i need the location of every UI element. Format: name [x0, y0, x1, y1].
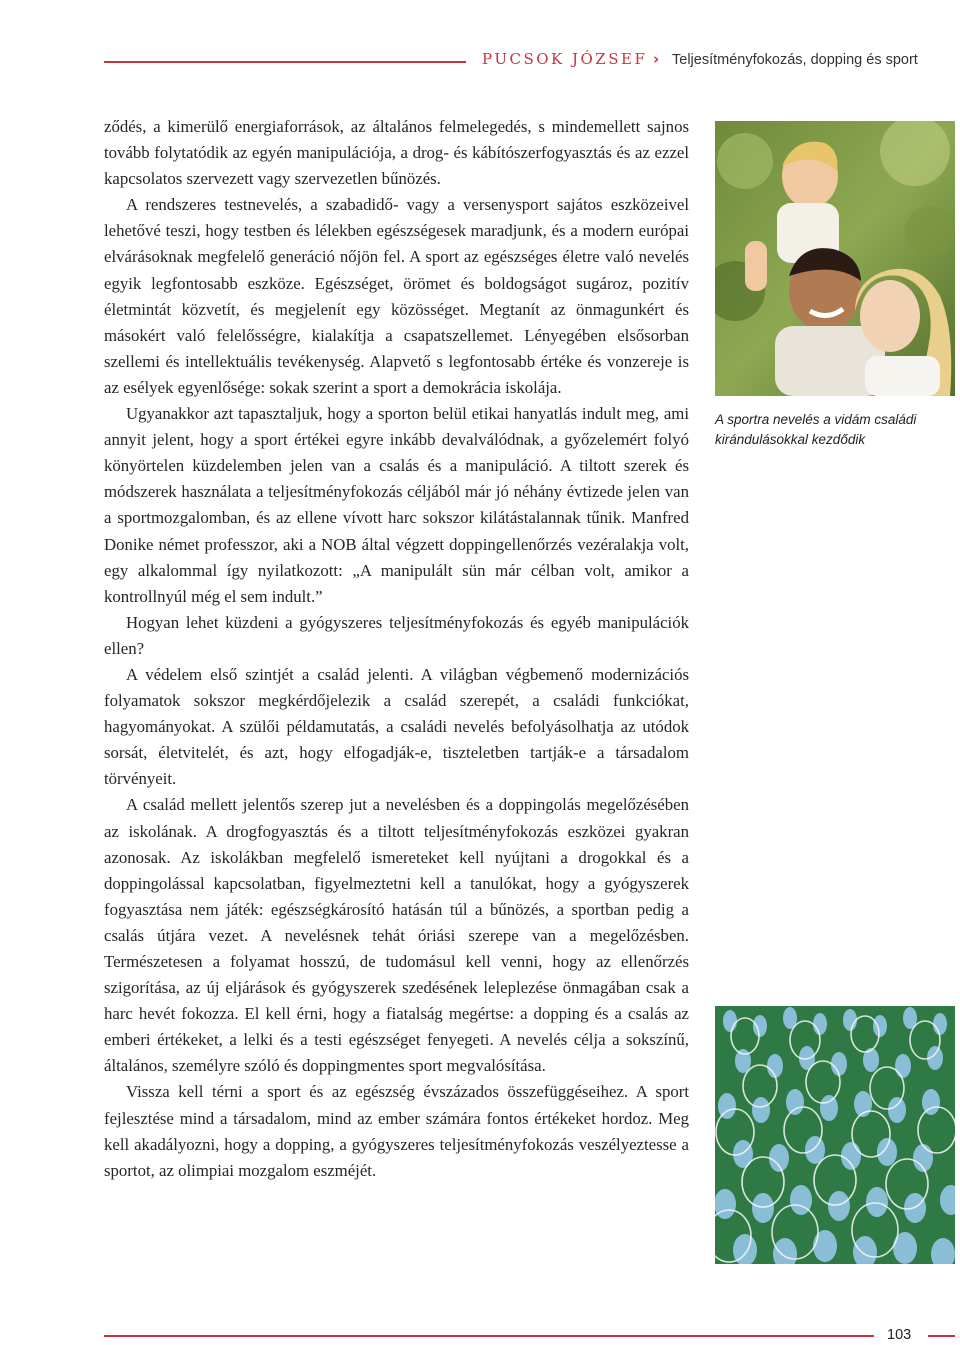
paragraph-3: Ugyanakkor azt tapasztaljuk, hogy a sporton belül etikai hanyatlás indult meg, ami annyit jelent, hogy a sport értékei egyre inkább devalválódnak, a győzelemért folyó könyörtelen küzdelemben jelen van a csalás és a manipuláció. A tiltott szerek és módszerek használata a teljesítményfokozás céljából már jó néhány évtizede jelen van a sportmozgalomban, és az ellene vívott harc sokszor kilátástalannak tűnik. Manfred Donike német professzor, aki a NOB által végzett doppingellenőrzés vezéralakja volt, egy alkalommal így nyilatkozott: „A manipulált sün már célban volt, amikor a kontrollnyúl még el sem indult.” [104, 404, 689, 606]
photo-caption: A sportra nevelés a vidám családi kirándulásokkal kezdődik [715, 412, 917, 447]
paragraph-6: A család mellett jelentős szerep jut a nevelésben és a doppingolás megelőzésében az iskolának. A drogfogyasztás és a tiltott teljesítményfokozás eszközei gyakran azonosak. Az iskolákban megfelelő ismereteket kell nyújtani a drogokkal és a doppingolással kapcsolatban, figyelmeztetni kell a tanulókat, hogy a gyógyszerek fogyasztása nem játék: egészségkárosító hatásán túl a bűnözés, a sportban pedig a csalás útjára vezet. A nevelésnek tehát óriási szerepe van a megelőzésben. Természetesen a folyamat hosszú, de tudomásul kell venni, hogy az ellenőrzés szigorítása, az új eljárások és gyógyszerek szedésének leleplezése önmagában csak a harc hevét fokozza. El kell érni, hogy a fiatalság megértse: a dopping és a csalás az emberi értékeket, a lelki és a testi egészséget fenyegeti. A nevelés célja a sokszínű, általános, személyre szóló és doppingmentes sport megvalósítása. [104, 795, 689, 1076]
header-author: PUCSOK JÓZSEF [482, 50, 648, 68]
header-rule-left [104, 61, 466, 63]
header-separator-icon: › [653, 50, 660, 68]
paragraph-2: A rendszeres testnevelés, a szabadidő- vagy a versenysport sajátos eszközeivel lehetővé teszi, hogy testben és lélekben egészségesek maradjunk, és a modern európai elvárásoknak megfelelő generáció nőjön fel. A sport az egészséges életre való nevelés egyik legfontosabb eszköze. Egészséget, örömet és boldogságot sugároz, pozitív életmintát közvetít, és megjelenít egy közösséget. Megtanít az önmagunkért és másokért való felelősségre, kialakítja a csapatszellemet. Lényegében elsősorban szellemi és intellektuális tevékenység. Alapvető s legfontosabb értéke és vonzereje is az esélyek egyenlősége: sokak szerint a sport a demokrácia iskolája. [104, 195, 689, 397]
footer-rule-left [104, 1335, 874, 1337]
footer-rule-right [928, 1335, 955, 1337]
paragraph-4: Hogyan lehet küzdeni a gyógyszeres teljesítményfokozás és egyéb manipulációk ellen? [104, 612, 689, 658]
family-photo [715, 121, 955, 396]
stadium-gymnasts-photo [715, 1006, 955, 1264]
paragraph-5: A védelem első szintjét a család jelenti. A világban végbemenő modernizációs folyamatok sokszor megkérdőjelezik a család szerepét, a családi funkciókat, hagyományokat. A szülői példamutatás, a családi nevelés befolyásolhatja az utódok sorsát, életvitelét, és azt, hogy elfogadják-e, tiszteletben tartják-e a társadalom törvényeit. [104, 664, 689, 789]
paragraph-1: ződés, a kimerülő energiaforrások, az általános felmelegedés, s mindemellett sajnos tovább folytatódik az egyén manipulációja, a drog- és kábítószerfogyasztás és az ezzel kapcsolatos szervezett vagy szervezetlen bűnözés. [104, 117, 689, 189]
header-title: Teljesítményfokozás, dopping és sport [672, 52, 918, 68]
body-text [104, 114, 689, 1184]
page-number: 103 [887, 1327, 912, 1343]
paragraph-7: Vissza kell térni a sport és az egészség évszázados összefüggéseihez. A sport fejlesztése mind a társadalom, mind az ember számára fontos értékeket hordoz. Meg kell akadályozni, hogy a dopping, a gyógyszeres teljesítményfokozás veszélyeztesse a sportot, az olimpiai mozgalom eszméjét. [104, 1082, 689, 1180]
